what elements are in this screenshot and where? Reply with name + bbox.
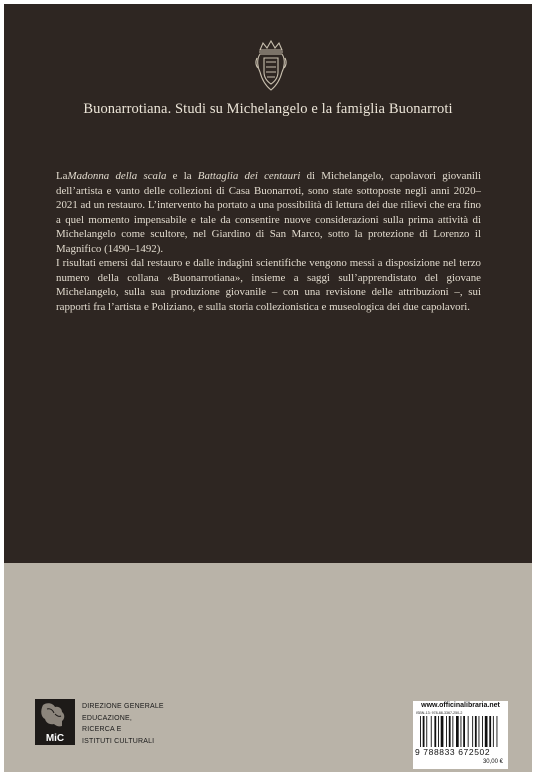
- book-description: [56, 169, 481, 314]
- ministry-name: [82, 701, 164, 747]
- artwork-title-battaglia: Battaglia dei centauri: [197, 170, 301, 182]
- publisher-website: www.officinalibraria.net: [421, 702, 500, 709]
- artwork-title-madonna: Madonna della scala: [67, 170, 167, 182]
- crest-icon: [254, 38, 288, 94]
- ministry-line: DIREZIONE GENERALE: [82, 703, 164, 710]
- mic-logo-text: MiC: [45, 733, 65, 744]
- ministry-line: RICERCA E: [82, 726, 122, 733]
- barcode-icon: [420, 716, 502, 747]
- ministry-line: EDUCAZIONE,: [82, 714, 133, 722]
- book-back-cover: [4, 4, 532, 772]
- barcode-label: [413, 701, 508, 769]
- series-title: Buonarrotiana. Studi su Michelangelo e la famiglia Buonarroti: [83, 101, 453, 117]
- price: 30,00 €: [482, 759, 503, 765]
- isbn-small-text: ISBN-13: 978-88-3367-250-2: [416, 711, 463, 715]
- isbn-digits: 9 788833 672502: [415, 747, 491, 757]
- text-fragment: e la: [166, 170, 198, 182]
- mic-logo-icon: [35, 699, 75, 745]
- ministry-line: ISTITUTI CULTURALI: [82, 737, 155, 745]
- description-paragraph-2: I risultati emersi dal restauro e dalle indagini scientifiche vengono messi a disposizione nel terzo numero della collana «Buonarrotiana», insieme a saggi sull’apprendistato del giovane Michelangelo, sulla sua produzione giovanile – con una revisione delle attribuzioni –, sui rapporti fra l’artista e Poliziano, e sulla storia collezionistica e museologica dei due capolavori.: [56, 257, 481, 313]
- description-paragraph-1: [56, 169, 481, 256]
- text-fragment: La: [56, 170, 68, 182]
- text-fragment: di Michelangelo, capolavori giovanili dell’artista e vanto delle collezioni di Casa Buonarroti, sono state sottoposte negli anni 2020–2021 ad un restauro. L’intervento ha portato a una possibilità di lettura dei due rilievi che era fino a quel momento impensabile e tale da consentire nuove considerazioni sulla prima attività di Michelangelo come scultore, nel Giardino di San Marco, sotto la protezione di Lorenzo il Magnifico (1490–1492).: [56, 170, 481, 255]
